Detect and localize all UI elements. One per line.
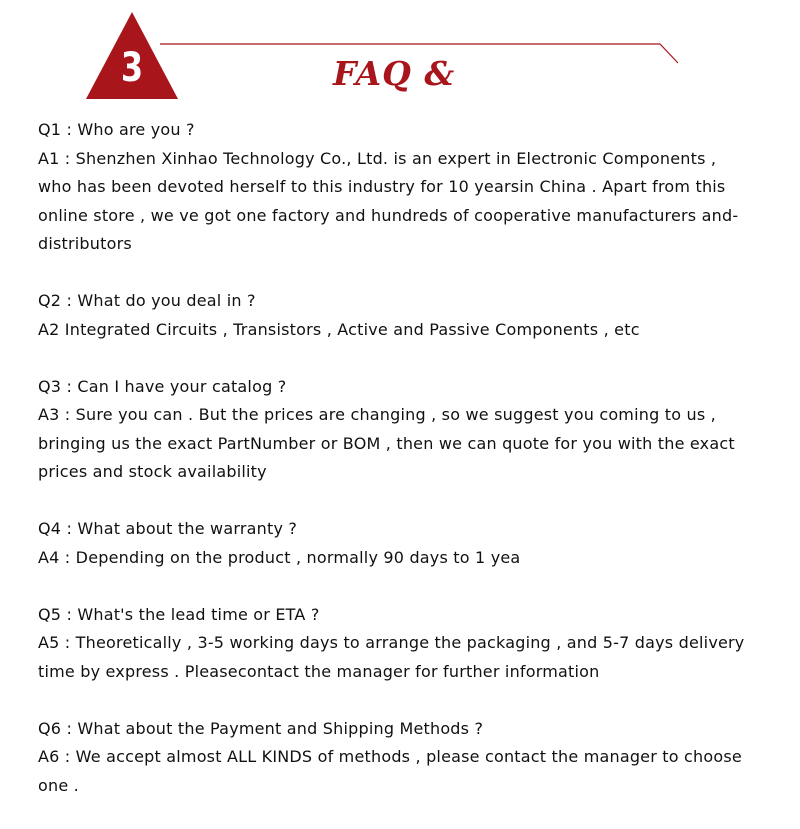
section-number: 3 bbox=[120, 45, 144, 91]
faq-list bbox=[38, 116, 778, 829]
faq-answer-line: A3 : Sure you can . But the prices are changing , so we suggest you coming to us , bbox=[38, 405, 716, 424]
faq-question: Q1 : Who are you ? bbox=[38, 120, 195, 139]
faq-question: Q5 : What's the lead time or ETA ? bbox=[38, 604, 320, 624]
faq-answer-line: who has been devoted herself to this industry for 10 yearsin China . Apart from this bbox=[38, 177, 726, 196]
faq-answer-line: online store , we ve got one factory and hundreds of cooperative manufacturers and- bbox=[38, 205, 739, 225]
faq-answer-line: A6 : We accept almost ALL KINDS of methods , please contact the manager to choose bbox=[38, 747, 742, 766]
faq-question: Q2 : What do you deal in ? bbox=[38, 291, 256, 310]
faq-item bbox=[38, 515, 778, 572]
faq-question: Q3 : Can I have your catalog ? bbox=[38, 376, 287, 396]
faq-item bbox=[38, 715, 778, 801]
faq-answer-line: distributors bbox=[38, 234, 132, 253]
faq-item bbox=[38, 116, 778, 259]
faq-answer-line: bringing us the exact PartNumber or BOM , then we can quote for you with the exact bbox=[38, 433, 735, 453]
faq-answer-line: A2 Integrated Circuits , Transistors , Active and Passive Components , etc bbox=[38, 319, 640, 339]
faq-header bbox=[0, 0, 800, 110]
faq-answer-line: A1 : Shenzhen Xinhao Technology Co., Ltd. is an expert in Electronic Components , bbox=[38, 148, 717, 168]
faq-question: Q6 : What about the Payment and Shipping Methods ? bbox=[38, 718, 484, 738]
faq-item bbox=[38, 287, 778, 344]
faq-question: Q4 : What about the warranty ? bbox=[38, 519, 298, 538]
page-title: FAQ & bbox=[333, 54, 456, 93]
faq-answer-line: A5 : Theoretically , 3-5 working days to arrange the packaging , and 5-7 days delivery bbox=[38, 633, 745, 652]
faq-answer-line: prices and stock availability bbox=[38, 462, 267, 481]
faq-answer-line: time by express . Pleasecontact the manager for further information bbox=[38, 661, 600, 681]
faq-item bbox=[38, 373, 778, 487]
faq-answer-line: A4 : Depending on the product , normally 90 days to 1 yea bbox=[38, 547, 521, 567]
faq-item bbox=[38, 601, 778, 687]
faq-answer-line: one . bbox=[38, 775, 79, 795]
